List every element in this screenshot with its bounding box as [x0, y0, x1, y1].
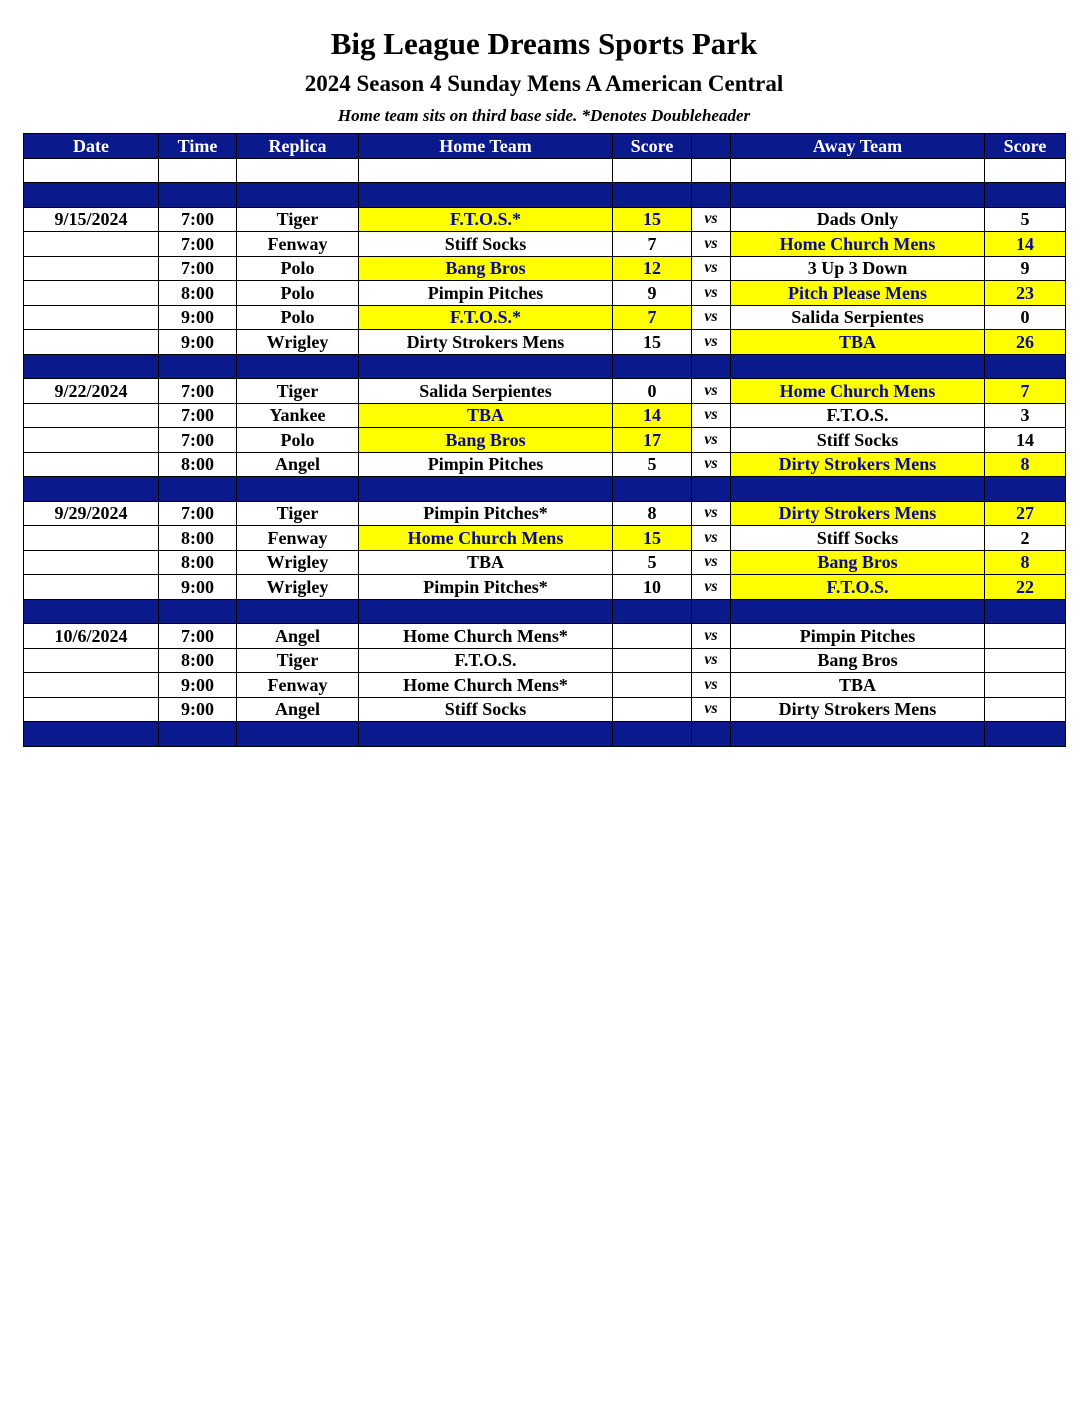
cell-time: 7:00 — [159, 428, 237, 453]
cell-home-team: Stiff Socks — [359, 697, 613, 722]
cell-away-team: Dads Only — [731, 207, 985, 232]
cell-home-score — [613, 599, 692, 624]
cell-away-team: Pitch Please Mens — [731, 281, 985, 306]
cell-home-score: 14 — [613, 403, 692, 428]
cell-away-score — [985, 722, 1066, 747]
cell-time — [159, 158, 237, 183]
cell-replica — [237, 722, 359, 747]
blank-row — [24, 158, 1066, 183]
game-row — [24, 330, 1066, 355]
cell-home-score: 5 — [613, 550, 692, 575]
cell-replica: Wrigley — [237, 550, 359, 575]
cell-away-team: F.T.O.S. — [731, 575, 985, 600]
cell-away-score: 0 — [985, 305, 1066, 330]
cell-away-score — [985, 673, 1066, 698]
cell-time: 7:00 — [159, 207, 237, 232]
game-row — [24, 673, 1066, 698]
cell-vs: vs — [692, 501, 731, 526]
game-row — [24, 428, 1066, 453]
cell-away-score — [985, 624, 1066, 649]
cell-home-score: 0 — [613, 379, 692, 404]
cell-away-score — [985, 354, 1066, 379]
page-subtitle: 2024 Season 4 Sunday Mens A American Central — [304, 71, 784, 96]
cell-home-score — [613, 697, 692, 722]
cell-time: 9:00 — [159, 305, 237, 330]
cell-replica: Angel — [237, 697, 359, 722]
cell-away-score: 22 — [985, 575, 1066, 600]
cell-away-score: 5 — [985, 207, 1066, 232]
cell-date — [24, 550, 159, 575]
cell-home-team: Stiff Socks — [359, 232, 613, 257]
cell-replica: Angel — [237, 452, 359, 477]
cell-vs: vs — [692, 526, 731, 551]
cell-time — [159, 354, 237, 379]
cell-time: 7:00 — [159, 403, 237, 428]
schedule-table — [23, 133, 1066, 747]
cell-home-team — [359, 354, 613, 379]
cell-away-score: 14 — [985, 232, 1066, 257]
col-header-time: Time — [159, 134, 237, 159]
cell-away-score — [985, 183, 1066, 208]
cell-home-team: Home Church Mens* — [359, 673, 613, 698]
cell-vs: vs — [692, 281, 731, 306]
cell-replica: Fenway — [237, 673, 359, 698]
cell-replica — [237, 477, 359, 502]
cell-vs: vs — [692, 207, 731, 232]
cell-vs: vs — [692, 624, 731, 649]
cell-replica — [237, 599, 359, 624]
cell-time: 7:00 — [159, 232, 237, 257]
cell-vs: vs — [692, 428, 731, 453]
cell-date — [24, 452, 159, 477]
game-row — [24, 697, 1066, 722]
separator-row — [24, 354, 1066, 379]
cell-replica — [237, 183, 359, 208]
cell-home-score: 17 — [613, 428, 692, 453]
cell-home-score: 8 — [613, 501, 692, 526]
cell-time: 8:00 — [159, 648, 237, 673]
cell-time: 9:00 — [159, 575, 237, 600]
cell-away-score: 8 — [985, 550, 1066, 575]
cell-home-team — [359, 599, 613, 624]
schedule-note: Home team sits on third base side. *Denotes Doubleheader — [337, 106, 751, 125]
cell-replica — [237, 354, 359, 379]
cell-date: 9/22/2024 — [24, 379, 159, 404]
cell-date — [24, 232, 159, 257]
cell-home-score — [613, 722, 692, 747]
schedule-body — [24, 158, 1066, 746]
cell-date — [24, 575, 159, 600]
game-row — [24, 526, 1066, 551]
cell-home-score: 9 — [613, 281, 692, 306]
cell-away-team: Dirty Strokers Mens — [731, 501, 985, 526]
cell-away-team: Salida Serpientes — [731, 305, 985, 330]
cell-away-team — [731, 158, 985, 183]
cell-home-score: 7 — [613, 232, 692, 257]
cell-home-team — [359, 183, 613, 208]
cell-replica: Polo — [237, 281, 359, 306]
cell-home-score: 15 — [613, 207, 692, 232]
cell-replica: Tiger — [237, 501, 359, 526]
cell-home-team — [359, 477, 613, 502]
cell-date — [24, 281, 159, 306]
cell-vs: vs — [692, 256, 731, 281]
cell-home-team: Home Church Mens — [359, 526, 613, 551]
cell-date: 9/15/2024 — [24, 207, 159, 232]
cell-replica: Tiger — [237, 207, 359, 232]
game-row — [24, 305, 1066, 330]
cell-time: 9:00 — [159, 673, 237, 698]
separator-row — [24, 477, 1066, 502]
cell-away-score — [985, 477, 1066, 502]
cell-time — [159, 599, 237, 624]
cell-vs — [692, 158, 731, 183]
game-row — [24, 256, 1066, 281]
cell-away-team: 3 Up 3 Down — [731, 256, 985, 281]
cell-date — [24, 526, 159, 551]
cell-replica: Tiger — [237, 379, 359, 404]
cell-home-team: Bang Bros — [359, 256, 613, 281]
page-title: Big League Dreams Sports Park — [330, 26, 758, 61]
cell-date — [24, 354, 159, 379]
cell-vs — [692, 354, 731, 379]
cell-away-score — [985, 648, 1066, 673]
cell-home-team: Home Church Mens* — [359, 624, 613, 649]
cell-away-score — [985, 599, 1066, 624]
cell-away-team: F.T.O.S. — [731, 403, 985, 428]
cell-vs — [692, 599, 731, 624]
cell-away-team: TBA — [731, 330, 985, 355]
cell-home-team: F.T.O.S.* — [359, 305, 613, 330]
cell-away-score: 14 — [985, 428, 1066, 453]
cell-date — [24, 599, 159, 624]
cell-home-team: Salida Serpientes — [359, 379, 613, 404]
cell-away-team: Home Church Mens — [731, 232, 985, 257]
cell-home-team: Pimpin Pitches — [359, 452, 613, 477]
cell-away-score: 23 — [985, 281, 1066, 306]
separator-row — [24, 722, 1066, 747]
cell-vs: vs — [692, 673, 731, 698]
cell-replica: Fenway — [237, 232, 359, 257]
cell-time — [159, 183, 237, 208]
cell-away-team: Pimpin Pitches — [731, 624, 985, 649]
cell-away-team: Bang Bros — [731, 648, 985, 673]
cell-home-team: Pimpin Pitches* — [359, 501, 613, 526]
cell-vs — [692, 183, 731, 208]
cell-away-team: Home Church Mens — [731, 379, 985, 404]
cell-home-score — [613, 158, 692, 183]
header-row — [24, 134, 1066, 159]
cell-date — [24, 305, 159, 330]
cell-date — [24, 477, 159, 502]
cell-away-team — [731, 722, 985, 747]
cell-home-team: F.T.O.S. — [359, 648, 613, 673]
col-header-home-team: Home Team — [359, 134, 613, 159]
cell-away-score — [985, 697, 1066, 722]
cell-vs: vs — [692, 452, 731, 477]
game-row — [24, 207, 1066, 232]
cell-date — [24, 183, 159, 208]
cell-home-team: F.T.O.S.* — [359, 207, 613, 232]
cell-away-team — [731, 354, 985, 379]
cell-time: 8:00 — [159, 452, 237, 477]
cell-vs: vs — [692, 575, 731, 600]
col-header-away-score: Score — [985, 134, 1066, 159]
cell-home-team: Pimpin Pitches* — [359, 575, 613, 600]
cell-home-score — [613, 477, 692, 502]
cell-replica: Fenway — [237, 526, 359, 551]
cell-home-team: TBA — [359, 550, 613, 575]
cell-vs: vs — [692, 232, 731, 257]
cell-vs — [692, 477, 731, 502]
cell-vs — [692, 722, 731, 747]
cell-date — [24, 722, 159, 747]
cell-away-team: TBA — [731, 673, 985, 698]
cell-away-team: Bang Bros — [731, 550, 985, 575]
col-header-home-score: Score — [613, 134, 692, 159]
cell-vs: vs — [692, 403, 731, 428]
game-row — [24, 379, 1066, 404]
cell-home-score: 15 — [613, 330, 692, 355]
game-row — [24, 232, 1066, 257]
cell-vs: vs — [692, 697, 731, 722]
cell-away-team: Stiff Socks — [731, 526, 985, 551]
cell-away-team: Stiff Socks — [731, 428, 985, 453]
cell-replica: Wrigley — [237, 575, 359, 600]
cell-replica: Tiger — [237, 648, 359, 673]
cell-time — [159, 477, 237, 502]
cell-date: 9/29/2024 — [24, 501, 159, 526]
cell-vs: vs — [692, 379, 731, 404]
cell-time: 7:00 — [159, 624, 237, 649]
separator-row — [24, 599, 1066, 624]
cell-away-score: 3 — [985, 403, 1066, 428]
cell-replica — [237, 158, 359, 183]
cell-date — [24, 158, 159, 183]
cell-home-score — [613, 183, 692, 208]
cell-date — [24, 403, 159, 428]
cell-home-team: Pimpin Pitches — [359, 281, 613, 306]
cell-vs: vs — [692, 648, 731, 673]
cell-away-score — [985, 158, 1066, 183]
game-row — [24, 501, 1066, 526]
cell-time: 8:00 — [159, 550, 237, 575]
cell-time — [159, 722, 237, 747]
cell-away-score: 27 — [985, 501, 1066, 526]
col-header-date: Date — [24, 134, 159, 159]
cell-away-team: Dirty Strokers Mens — [731, 452, 985, 477]
cell-away-team — [731, 477, 985, 502]
cell-home-score: 5 — [613, 452, 692, 477]
cell-replica: Polo — [237, 256, 359, 281]
cell-home-score — [613, 648, 692, 673]
cell-away-score: 8 — [985, 452, 1066, 477]
cell-home-score — [613, 624, 692, 649]
cell-time: 8:00 — [159, 526, 237, 551]
cell-home-score: 12 — [613, 256, 692, 281]
col-header-replica: Replica — [237, 134, 359, 159]
cell-date — [24, 697, 159, 722]
cell-vs: vs — [692, 550, 731, 575]
cell-home-team — [359, 158, 613, 183]
cell-date — [24, 673, 159, 698]
cell-time: 8:00 — [159, 281, 237, 306]
cell-replica: Wrigley — [237, 330, 359, 355]
game-row — [24, 575, 1066, 600]
game-row — [24, 624, 1066, 649]
separator-row — [24, 183, 1066, 208]
cell-home-team — [359, 722, 613, 747]
cell-date — [24, 256, 159, 281]
game-row — [24, 281, 1066, 306]
cell-away-score: 2 — [985, 526, 1066, 551]
cell-away-score: 9 — [985, 256, 1066, 281]
cell-time: 9:00 — [159, 330, 237, 355]
cell-home-score: 10 — [613, 575, 692, 600]
cell-away-score: 26 — [985, 330, 1066, 355]
game-row — [24, 403, 1066, 428]
cell-replica: Yankee — [237, 403, 359, 428]
cell-away-team — [731, 599, 985, 624]
cell-date — [24, 330, 159, 355]
cell-time: 9:00 — [159, 697, 237, 722]
cell-away-team — [731, 183, 985, 208]
cell-home-score — [613, 673, 692, 698]
cell-away-score: 7 — [985, 379, 1066, 404]
cell-vs: vs — [692, 330, 731, 355]
cell-replica: Polo — [237, 305, 359, 330]
cell-time: 7:00 — [159, 379, 237, 404]
cell-home-score: 15 — [613, 526, 692, 551]
game-row — [24, 550, 1066, 575]
cell-time: 7:00 — [159, 256, 237, 281]
cell-vs: vs — [692, 305, 731, 330]
cell-home-team: Dirty Strokers Mens — [359, 330, 613, 355]
cell-home-team: Bang Bros — [359, 428, 613, 453]
cell-time: 7:00 — [159, 501, 237, 526]
cell-home-score — [613, 354, 692, 379]
cell-date — [24, 648, 159, 673]
cell-home-team: TBA — [359, 403, 613, 428]
cell-away-team: Dirty Strokers Mens — [731, 697, 985, 722]
cell-replica: Angel — [237, 624, 359, 649]
cell-home-score: 7 — [613, 305, 692, 330]
cell-date: 10/6/2024 — [24, 624, 159, 649]
game-row — [24, 648, 1066, 673]
cell-replica: Polo — [237, 428, 359, 453]
col-header-away-team: Away Team — [731, 134, 985, 159]
cell-date — [24, 428, 159, 453]
game-row — [24, 452, 1066, 477]
col-header-vs — [692, 134, 731, 159]
